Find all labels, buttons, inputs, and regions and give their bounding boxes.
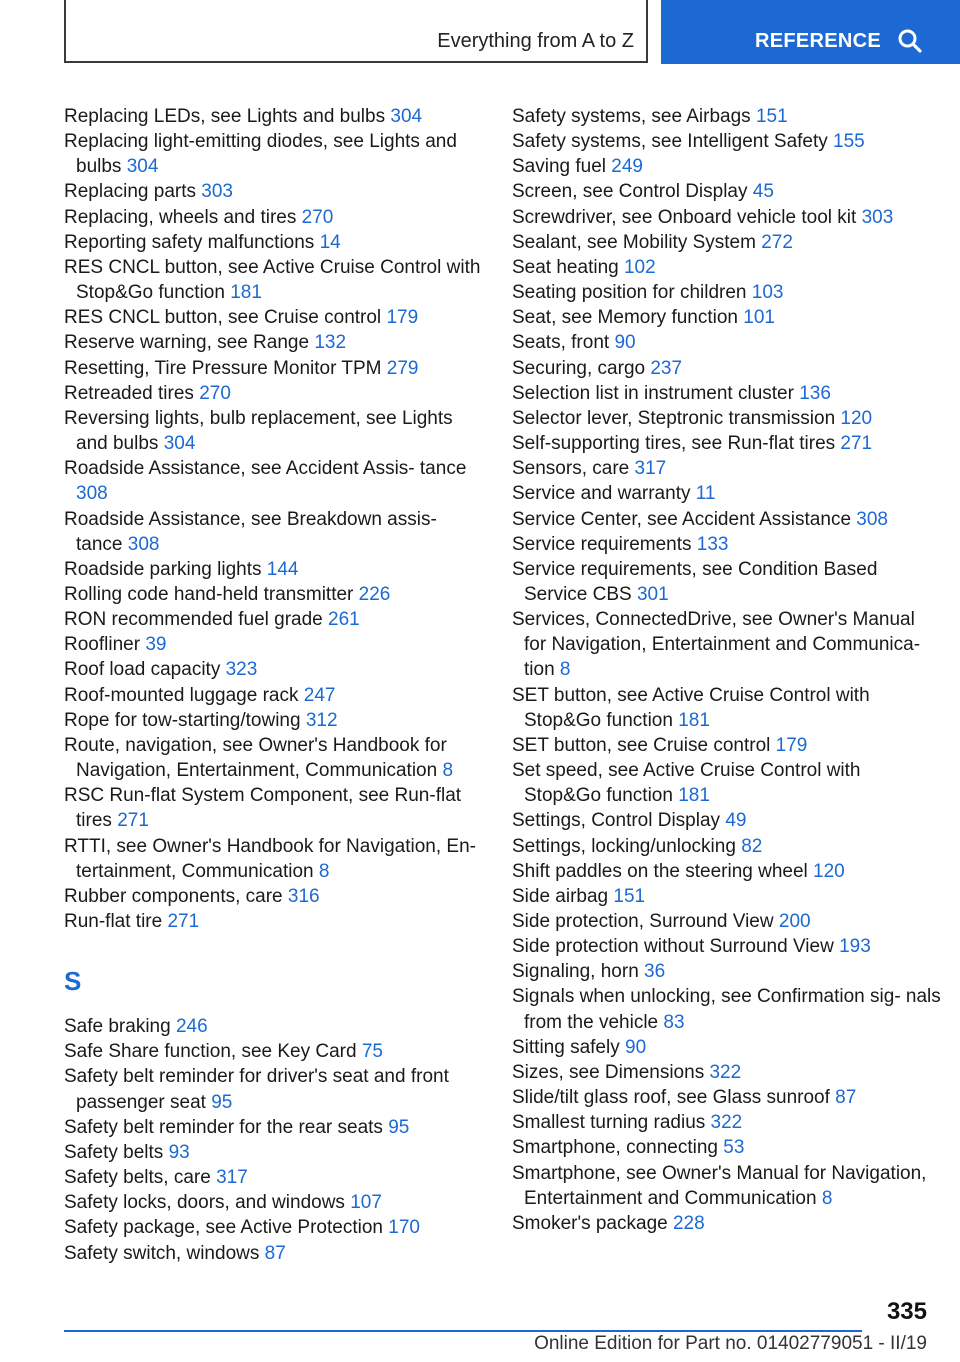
index-entry <box>64 909 484 934</box>
page-link[interactable]: 8 <box>318 860 330 882</box>
index-entry-term: Sitting safely <box>512 1036 625 1058</box>
index-entry <box>64 1241 484 1266</box>
page-link[interactable]: 95 <box>388 1116 410 1138</box>
index-entry-term: Side protection, Surround View <box>512 911 779 932</box>
index-entry-term: Reversing lights, bulb replacement, see Lights and bulbs <box>64 407 453 455</box>
page-link[interactable]: 237 <box>650 357 683 379</box>
page-link[interactable]: 308 <box>856 508 888 530</box>
page-link[interactable]: 120 <box>813 860 845 882</box>
index-entry-term: SET button, see Active Cruise Control with Stop&Go function <box>512 684 870 731</box>
page-link[interactable]: 90 <box>614 332 636 354</box>
page-link[interactable]: 181 <box>230 282 262 304</box>
page-link[interactable]: 155 <box>833 131 865 153</box>
index-entry <box>64 834 484 884</box>
index-entry <box>512 255 942 280</box>
index-entry-term: Sizes, see Dimensions <box>512 1061 710 1083</box>
index-entry <box>512 456 942 481</box>
index-entry <box>64 733 484 783</box>
index-entry <box>64 129 484 179</box>
page-link[interactable]: 136 <box>799 382 831 404</box>
index-entry <box>64 507 484 557</box>
index-entry <box>512 959 942 984</box>
index-entry <box>512 230 942 255</box>
page-link[interactable]: 316 <box>287 885 320 907</box>
index-entry <box>512 205 942 230</box>
page-link[interactable]: 303 <box>201 181 233 203</box>
section-letter-s: S <box>64 966 82 997</box>
index-entry <box>64 230 484 255</box>
index-entry-term: Safety belt reminder for the rear seats <box>64 1116 389 1138</box>
index-entry <box>512 834 942 859</box>
reference-tab-label: REFERENCE <box>755 30 882 52</box>
page-link[interactable]: 95 <box>211 1091 233 1113</box>
page-link[interactable]: 193 <box>839 936 871 958</box>
page-link[interactable]: 303 <box>861 206 894 228</box>
page-link[interactable]: 247 <box>303 684 336 706</box>
index-entry <box>64 1014 484 1039</box>
page-link[interactable]: 14 <box>319 231 341 253</box>
index-entry <box>512 1211 942 1236</box>
index-entry <box>512 1161 942 1211</box>
page-link[interactable]: 322 <box>710 1112 743 1134</box>
index-entry-term: Screwdriver, see Onboard vehicle tool kit <box>512 206 862 228</box>
page-link[interactable]: 132 <box>314 332 347 354</box>
index-entry <box>64 255 484 305</box>
page-link[interactable]: 8 <box>442 760 454 782</box>
index-entry-term: Replacing light-emitting diodes, see Lights and bulbs <box>64 131 457 178</box>
index-entry-term: Service and warranty <box>512 483 696 505</box>
index-entry <box>512 1110 942 1135</box>
index-entry <box>64 1039 484 1064</box>
page-link[interactable]: 317 <box>216 1167 248 1189</box>
index-entry <box>64 456 484 506</box>
index-entry-term: Smallest turning radius <box>512 1112 711 1134</box>
page-link[interactable]: 103 <box>751 282 784 304</box>
index-entry <box>512 129 942 154</box>
page-link[interactable]: 93 <box>168 1141 190 1163</box>
index-entry <box>64 1064 484 1114</box>
index-entry-term: Service requirements, see Condition Based Service CBS <box>512 558 878 605</box>
page-link[interactable]: 272 <box>761 231 793 253</box>
index-entry-term: Securing, cargo <box>512 357 651 379</box>
index-entry <box>512 683 942 733</box>
page-link[interactable]: 101 <box>743 307 775 329</box>
page-link[interactable]: 83 <box>663 1011 685 1033</box>
page-link[interactable]: 304 <box>163 433 196 455</box>
index-entry-term: Signaling, horn <box>512 961 645 983</box>
index-entry-term: Safety package, see Active Protection <box>64 1217 389 1239</box>
index-entry-term: Side protection without Surround View <box>512 936 840 958</box>
index-entry <box>512 733 942 758</box>
page-link[interactable]: 8 <box>559 659 571 681</box>
index-entry-term: Screen, see Control Display <box>512 181 753 203</box>
index-entry <box>64 783 484 833</box>
page-link[interactable]: 317 <box>634 458 667 480</box>
page-link[interactable]: 45 <box>752 181 774 203</box>
index-entry <box>512 431 942 456</box>
index-entry-term: Services, ConnectedDrive, see Owner's Manual for Navigation, Entertainment and Communica‐ tion <box>512 609 921 681</box>
index-entry <box>64 179 484 204</box>
page-link[interactable]: 120 <box>840 407 873 429</box>
index-entry-term: Self-supporting tires, see Run-flat tires <box>512 433 841 455</box>
index-entry-term: Safety systems, see Intelligent Safety <box>512 131 834 153</box>
index-entry-term: Settings, locking/unlocking <box>512 835 742 857</box>
index-entry <box>64 607 484 632</box>
page-link[interactable]: 249 <box>611 156 643 178</box>
index-entry <box>512 154 942 179</box>
index-entry-term: Set speed, see Active Cruise Control with Stop&Go function <box>512 760 861 807</box>
index-entry-term: Roadside Assistance, see Accident Assis‐ tance <box>64 458 467 480</box>
page-link[interactable]: 181 <box>678 785 710 807</box>
index-entry <box>512 330 942 355</box>
index-entry-term: Safety belts, care <box>64 1167 217 1189</box>
index-column-left <box>64 104 484 1266</box>
index-entry <box>64 657 484 682</box>
page-link[interactable]: 36 <box>644 961 666 983</box>
page-link[interactable]: 151 <box>613 885 646 907</box>
page-link[interactable]: 144 <box>266 558 299 580</box>
index-entry <box>512 1035 942 1060</box>
index-entry-term: RES CNCL button, see Cruise control <box>64 307 387 329</box>
page-link[interactable]: 179 <box>386 307 419 329</box>
index-entry <box>64 557 484 582</box>
header-title-box <box>64 0 648 63</box>
page-link[interactable]: 271 <box>167 911 200 932</box>
page-link[interactable]: 279 <box>386 357 419 379</box>
page-link[interactable]: 11 <box>695 483 716 505</box>
page-link[interactable]: 226 <box>358 583 391 605</box>
page-link[interactable]: 270 <box>301 206 334 228</box>
page-link[interactable]: 308 <box>76 483 108 505</box>
index-entry <box>64 104 484 129</box>
index-entry <box>64 884 484 909</box>
page-link[interactable]: 53 <box>723 1137 745 1159</box>
index-entry <box>512 406 942 431</box>
index-entry <box>512 1060 942 1085</box>
index-entry-term: Rope for tow-starting/towing <box>64 709 306 731</box>
index-entry-term: Safety belts <box>64 1141 169 1163</box>
index-entry-term: RSC Run-flat System Component, see Run-flat tires <box>64 785 462 832</box>
page-link[interactable]: 107 <box>350 1192 382 1214</box>
page-link[interactable]: 323 <box>225 659 258 681</box>
index-entry <box>512 280 942 305</box>
index-entry <box>64 356 484 381</box>
index-entry-term: SET button, see Cruise control <box>512 734 776 756</box>
index-entry-term: Reserve warning, see Range <box>64 332 315 354</box>
index-entry-term: Selection list in instrument cluster <box>512 382 800 404</box>
index-entry-term: Saving fuel <box>512 156 612 178</box>
index-entry <box>512 859 942 884</box>
index-entry-term: Service requirements <box>512 533 697 555</box>
index-entry-term: Rolling code hand-held transmitter <box>64 583 359 605</box>
page-link[interactable]: 200 <box>778 911 811 932</box>
index-entry-term: Side airbag <box>512 885 614 907</box>
page-link[interactable]: 181 <box>678 709 710 731</box>
index-entry <box>512 1085 942 1110</box>
page-link[interactable]: 82 <box>741 835 763 857</box>
page-link[interactable]: 246 <box>175 1016 208 1038</box>
page-link[interactable]: 90 <box>625 1036 647 1058</box>
index-entry <box>512 356 942 381</box>
index-entry <box>512 758 942 808</box>
index-entry <box>64 330 484 355</box>
index-entry-term: Safe Share function, see Key Card <box>64 1041 362 1063</box>
page-link[interactable]: 322 <box>709 1061 742 1083</box>
index-entry-term: Signals when unlocking, see Confirmation sig‐ nals from the vehicle <box>512 986 941 1033</box>
index-entry <box>64 1115 484 1140</box>
index-entry <box>512 909 942 934</box>
index-entry-term: RTTI, see Owner's Handbook for Navigation, En‐ tertainment, Communication <box>64 835 476 882</box>
page-link[interactable]: 304 <box>126 156 159 178</box>
footer-divider <box>64 1330 862 1332</box>
index-entry-term: Shift paddles on the steering wheel <box>512 860 814 882</box>
index-entry-term: Sensors, care <box>512 458 635 480</box>
page-link[interactable]: 312 <box>305 709 338 731</box>
index-entry <box>64 1140 484 1165</box>
index-entry <box>512 381 942 406</box>
page-link[interactable]: 39 <box>145 634 167 656</box>
page-link[interactable]: 270 <box>199 382 231 404</box>
index-entry <box>512 305 942 330</box>
index-entry-term: Roadside parking lights <box>64 558 267 580</box>
index-list-s <box>64 1014 484 1266</box>
index-list-r <box>64 104 484 934</box>
index-entry-term: Safety switch, windows <box>64 1242 265 1264</box>
index-entry-term: Smartphone, see Owner's Manual for Navigation, Entertainment and Communication <box>512 1162 927 1209</box>
page-link[interactable]: 304 <box>390 106 423 127</box>
index-entry-term: RES CNCL button, see Active Cruise Control with Stop&Go function <box>64 256 481 304</box>
index-entry-term: Route, navigation, see Owner's Handbook for Navigation, Entertainment, Communication <box>64 734 447 782</box>
index-entry <box>64 381 484 406</box>
page-link[interactable]: 133 <box>696 533 729 555</box>
index-entry-term: Seat, see Memory function <box>512 307 744 329</box>
index-list-s-continued <box>512 104 942 1236</box>
search-icon[interactable] <box>897 28 923 54</box>
index-entry <box>64 305 484 330</box>
index-entry <box>512 607 942 682</box>
index-entry-term: Safety locks, doors, and windows <box>64 1192 351 1214</box>
index-entry <box>512 1135 942 1160</box>
index-entry-term: Seat heating <box>512 256 624 278</box>
page-link[interactable]: 261 <box>328 609 360 631</box>
reference-tab[interactable] <box>661 0 960 64</box>
index-entry-term: Sealant, see Mobility System <box>512 231 762 253</box>
page-link[interactable]: 170 <box>388 1217 420 1239</box>
page-link[interactable]: 49 <box>725 810 747 832</box>
index-entry-term: Safe braking <box>64 1016 176 1038</box>
index-entry <box>512 984 942 1034</box>
index-entry-term: Replacing parts <box>64 181 202 203</box>
index-entry <box>512 557 942 607</box>
index-entry-term: Replacing, wheels and tires <box>64 206 302 228</box>
index-entry-term: Selector lever, Steptronic transmission <box>512 407 841 429</box>
index-entry <box>64 683 484 708</box>
index-entry <box>64 205 484 230</box>
page-link[interactable]: 8 <box>821 1187 833 1209</box>
page-link[interactable]: 87 <box>835 1087 857 1109</box>
index-entry <box>512 104 942 129</box>
page-link[interactable]: 179 <box>775 734 808 756</box>
index-entry-term: Service Center, see Accident Assistance <box>512 508 857 530</box>
index-entry <box>512 507 942 532</box>
index-entry-term: Roadside Assistance, see Breakdown assis‐ tance <box>64 508 437 555</box>
page-link[interactable]: 102 <box>623 256 656 278</box>
page-link[interactable]: 151 <box>755 106 788 127</box>
index-entry <box>64 1165 484 1190</box>
index-entry <box>512 532 942 557</box>
page-link[interactable]: 87 <box>264 1242 286 1264</box>
page-number: 335 <box>886 1298 927 1325</box>
index-entry-term: Roof load capacity <box>64 659 226 681</box>
page-link[interactable]: 271 <box>117 810 149 832</box>
index-entry-term: Safety systems, see Airbags <box>512 106 756 127</box>
header-title: Everything from A to Z <box>437 30 634 52</box>
page-link[interactable]: 75 <box>361 1041 383 1063</box>
index-entry-term: Smoker's package <box>512 1212 673 1234</box>
index-entry-term: Resetting, Tire Pressure Monitor TPM <box>64 357 387 379</box>
index-entry <box>512 481 942 506</box>
index-entry-term: Roofliner <box>64 634 146 656</box>
index-entry <box>512 934 942 959</box>
index-entry <box>512 808 942 833</box>
index-entry-term: Roof-mounted luggage rack <box>64 684 304 706</box>
index-entry <box>64 406 484 456</box>
index-entry-term: Run-flat tire <box>64 911 168 932</box>
index-entry-term: Retreaded tires <box>64 382 200 404</box>
index-entry <box>64 582 484 607</box>
index-entry <box>64 1190 484 1215</box>
index-entry <box>512 884 942 909</box>
index-entry-term: Seats, front <box>512 332 615 354</box>
index-entry <box>512 179 942 204</box>
index-entry-term: Replacing LEDs, see Lights and bulbs <box>64 106 391 127</box>
index-entry-term: Settings, Control Display <box>512 810 726 832</box>
index-entry-term: Slide/tilt glass roof, see Glass sunroof <box>512 1087 836 1109</box>
index-entry-term: Seating position for children <box>512 282 752 304</box>
index-entry-term: RON recommended fuel grade <box>64 609 329 631</box>
footer-edition: Online Edition for Part no. 01402779051 - II/19 <box>534 1333 927 1354</box>
index-entry-term: Reporting safety malfunctions <box>64 231 320 253</box>
index-entry <box>64 708 484 733</box>
page-link[interactable]: 308 <box>127 533 160 555</box>
page-link[interactable]: 228 <box>672 1212 705 1234</box>
page-link[interactable]: 271 <box>840 433 873 455</box>
index-column-right <box>512 104 942 1236</box>
index-entry <box>64 632 484 657</box>
index-entry-term: Rubber components, care <box>64 885 288 907</box>
index-entry-term: Safety belt reminder for driver's seat and front passenger seat <box>64 1066 449 1113</box>
index-entry <box>64 1215 484 1240</box>
index-entry-term: Smartphone, connecting <box>512 1137 724 1159</box>
page-link[interactable]: 301 <box>636 583 669 605</box>
